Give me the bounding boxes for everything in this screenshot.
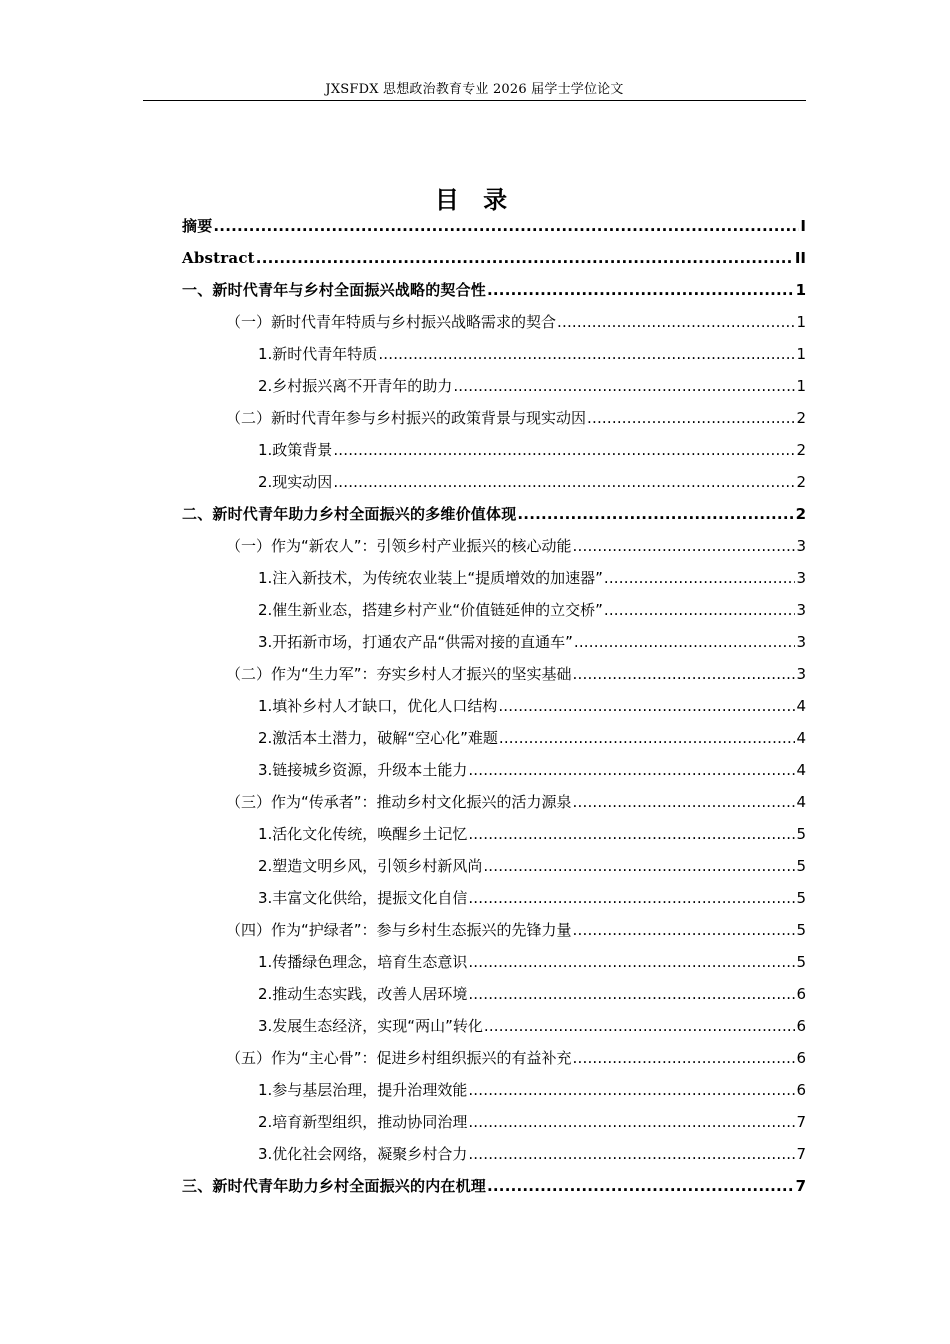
toc-entry-level-3[interactable]: [182, 690, 806, 722]
toc-entry-page: 6: [796, 1049, 806, 1067]
toc-entry-title: （二）新时代青年参与乡村振兴的政策背景与现实动因: [226, 409, 587, 427]
toc-entry-title: 2.推动生态实践，改善人居环境: [258, 985, 468, 1003]
toc-entry-page: 1: [795, 281, 806, 299]
toc-entry-page: 2: [796, 441, 806, 459]
toc-entry-level-3[interactable]: [182, 754, 806, 786]
toc-dot-leader: [256, 242, 794, 274]
toc-dot-leader: [468, 882, 795, 914]
toc-dot-leader: [517, 498, 794, 530]
toc-entry-page: 2: [796, 473, 806, 491]
toc-entry-level-1[interactable]: [182, 242, 806, 274]
toc-entry-level-3[interactable]: [182, 722, 806, 754]
toc-entry-page: 4: [796, 761, 806, 779]
toc-entry-level-3[interactable]: [182, 562, 806, 594]
toc-entry-level-3[interactable]: [182, 1106, 806, 1138]
table-of-contents: [182, 210, 806, 1202]
toc-dot-leader: [468, 978, 795, 1010]
toc-entry-page: I: [800, 217, 806, 235]
toc-entry-title: 2.乡村振兴离不开青年的助力: [258, 377, 453, 395]
toc-entry-page: 5: [796, 825, 806, 843]
toc-entry-level-1[interactable]: [182, 210, 806, 242]
toc-entry-title: 1.政策背景: [258, 441, 333, 459]
toc-entry-title: （四）作为“护绿者”：参与乡村生态振兴的先锋力量: [226, 921, 572, 939]
toc-entry-level-2[interactable]: [182, 786, 806, 818]
toc-dot-leader: [587, 402, 795, 434]
toc-dot-leader: [468, 1138, 795, 1170]
toc-entry-title: （三）作为“传承者”：推动乡村文化振兴的活力源泉: [226, 793, 572, 811]
toc-dot-leader: [468, 754, 795, 786]
toc-entry-page: 5: [796, 857, 806, 875]
toc-dot-leader: [573, 786, 796, 818]
toc-entry-title: 1.活化文化传统，唤醒乡土记忆: [258, 825, 468, 843]
toc-title: 目 录: [434, 186, 516, 214]
toc-entry-level-3[interactable]: [182, 1074, 806, 1106]
toc-dot-leader: [468, 1074, 795, 1106]
toc-entry-level-3[interactable]: [182, 1010, 806, 1042]
toc-dot-leader: [453, 370, 795, 402]
toc-entry-level-1[interactable]: [182, 274, 806, 306]
toc-entry-page: 1: [796, 313, 806, 331]
running-header: JXSFDX 思想政治教育专业 2026 届学士学位论文: [325, 82, 624, 97]
toc-dot-leader: [604, 594, 796, 626]
toc-dot-leader: [573, 658, 796, 690]
toc-entry-title: （二）作为“生力军”：夯实乡村人才振兴的坚实基础: [226, 665, 572, 683]
toc-entry-title: 摘要: [182, 217, 213, 235]
toc-entry-level-2[interactable]: [182, 1042, 806, 1074]
toc-dot-leader: [499, 722, 796, 754]
header-divider: [143, 100, 806, 101]
toc-entry-level-3[interactable]: [182, 434, 806, 466]
toc-entry-level-3[interactable]: [182, 1138, 806, 1170]
toc-entry-title: 3.发展生态经济，实现“两山”转化: [258, 1017, 483, 1035]
toc-dot-leader: [573, 914, 796, 946]
toc-entry-page: 6: [796, 985, 806, 1003]
toc-entry-title: 1.传播绿色理念，培育生态意识: [258, 953, 468, 971]
toc-entry-level-2[interactable]: [182, 658, 806, 690]
toc-entry-page: 3: [796, 569, 806, 587]
toc-dot-leader: [573, 530, 796, 562]
toc-entry-level-2[interactable]: [182, 914, 806, 946]
toc-dot-leader: [604, 562, 796, 594]
toc-entry-page: 2: [795, 505, 806, 523]
toc-entry-title: 3.丰富文化供给，提振文化自信: [258, 889, 468, 907]
toc-entry-level-3[interactable]: [182, 850, 806, 882]
toc-dot-leader: [483, 850, 795, 882]
toc-dot-leader: [468, 1106, 795, 1138]
toc-dot-leader: [378, 338, 795, 370]
toc-entry-page: 4: [796, 697, 806, 715]
toc-entry-title: （五）作为“主心骨”：促进乡村组织振兴的有益补充: [226, 1049, 572, 1067]
toc-entry-page: 6: [796, 1017, 806, 1035]
toc-entry-title: 2.催生新业态，搭建乡村产业“价值链延伸的立交桥”: [258, 601, 603, 619]
toc-entry-level-3[interactable]: [182, 978, 806, 1010]
toc-entry-page: 7: [796, 1145, 806, 1163]
toc-entry-level-1[interactable]: [182, 1170, 806, 1202]
toc-entry-title: 1.新时代青年特质: [258, 345, 378, 363]
toc-entry-title: 2.塑造文明乡风，引领乡村新风尚: [258, 857, 483, 875]
toc-entry-title: 3.开拓新市场，打通农产品“供需对接的直通车”: [258, 633, 573, 651]
toc-entry-title: 二、新时代青年助力乡村全面振兴的多维价值体现: [182, 505, 517, 523]
toc-entry-level-2[interactable]: [182, 306, 806, 338]
toc-entry-title: 一、新时代青年与乡村全面振兴战略的契合性: [182, 281, 487, 299]
toc-entry-page: 3: [796, 633, 806, 651]
toc-dot-leader: [468, 946, 795, 978]
toc-entry-title: 2.激活本土潜力，破解“空心化”难题: [258, 729, 498, 747]
toc-dot-leader: [484, 1010, 796, 1042]
toc-entry-title: （一）新时代青年特质与乡村振兴战略需求的契合: [226, 313, 557, 331]
toc-entry-page: 2: [796, 409, 806, 427]
toc-entry-page: II: [794, 249, 806, 267]
toc-entry-title: 1.注入新技术，为传统农业装上“提质增效的加速器”: [258, 569, 603, 587]
toc-dot-leader: [498, 690, 795, 722]
toc-entry-level-3[interactable]: [182, 594, 806, 626]
toc-entry-page: 5: [796, 953, 806, 971]
toc-entry-level-1[interactable]: [182, 498, 806, 530]
toc-entry-title: Abstract: [182, 249, 255, 267]
toc-entry-level-3[interactable]: [182, 466, 806, 498]
toc-entry-title: 3.优化社会网络，凝聚乡村合力: [258, 1145, 468, 1163]
toc-entry-page: 4: [796, 729, 806, 747]
toc-entry-level-3[interactable]: [182, 946, 806, 978]
toc-entry-level-3[interactable]: [182, 370, 806, 402]
toc-entry-page: 1: [796, 377, 806, 395]
toc-entry-title: 2.现实动因: [258, 473, 333, 491]
toc-dot-leader: [557, 306, 795, 338]
toc-entry-level-3[interactable]: [182, 338, 806, 370]
toc-entry-title: 3.链接城乡资源，升级本土能力: [258, 761, 468, 779]
toc-entry-title: 2.培育新型组织，推动协同治理: [258, 1113, 468, 1131]
toc-dot-leader: [333, 466, 795, 498]
toc-entry-level-2[interactable]: [182, 402, 806, 434]
toc-entry-page: 3: [796, 665, 806, 683]
toc-entry-level-3[interactable]: [182, 626, 806, 658]
toc-entry-page: 1: [796, 345, 806, 363]
toc-entry-page: 7: [796, 1113, 806, 1131]
toc-entry-level-3[interactable]: [182, 818, 806, 850]
toc-entry-title: （一）作为“新农人”：引领乡村产业振兴的核心动能: [226, 537, 572, 555]
toc-entry-page: 5: [796, 921, 806, 939]
toc-dot-leader: [574, 626, 796, 658]
toc-dot-leader: [333, 434, 795, 466]
toc-dot-leader: [487, 1170, 795, 1202]
toc-entry-title: 三、新时代青年助力乡村全面振兴的内在机理: [182, 1177, 487, 1195]
toc-dot-leader: [573, 1042, 796, 1074]
toc-entry-level-3[interactable]: [182, 882, 806, 914]
toc-entry-level-2[interactable]: [182, 530, 806, 562]
toc-dot-leader: [487, 274, 795, 306]
toc-entry-page: 5: [796, 889, 806, 907]
toc-entry-page: 4: [796, 793, 806, 811]
toc-entry-page: 3: [796, 537, 806, 555]
toc-entry-title: 1.参与基层治理，提升治理效能: [258, 1081, 468, 1099]
toc-entry-page: 3: [796, 601, 806, 619]
toc-entry-title: 1.填补乡村人才缺口，优化人口结构: [258, 697, 498, 715]
toc-dot-leader: [213, 210, 799, 242]
toc-entry-page: 7: [795, 1177, 806, 1195]
toc-entry-page: 6: [796, 1081, 806, 1099]
toc-dot-leader: [468, 818, 795, 850]
